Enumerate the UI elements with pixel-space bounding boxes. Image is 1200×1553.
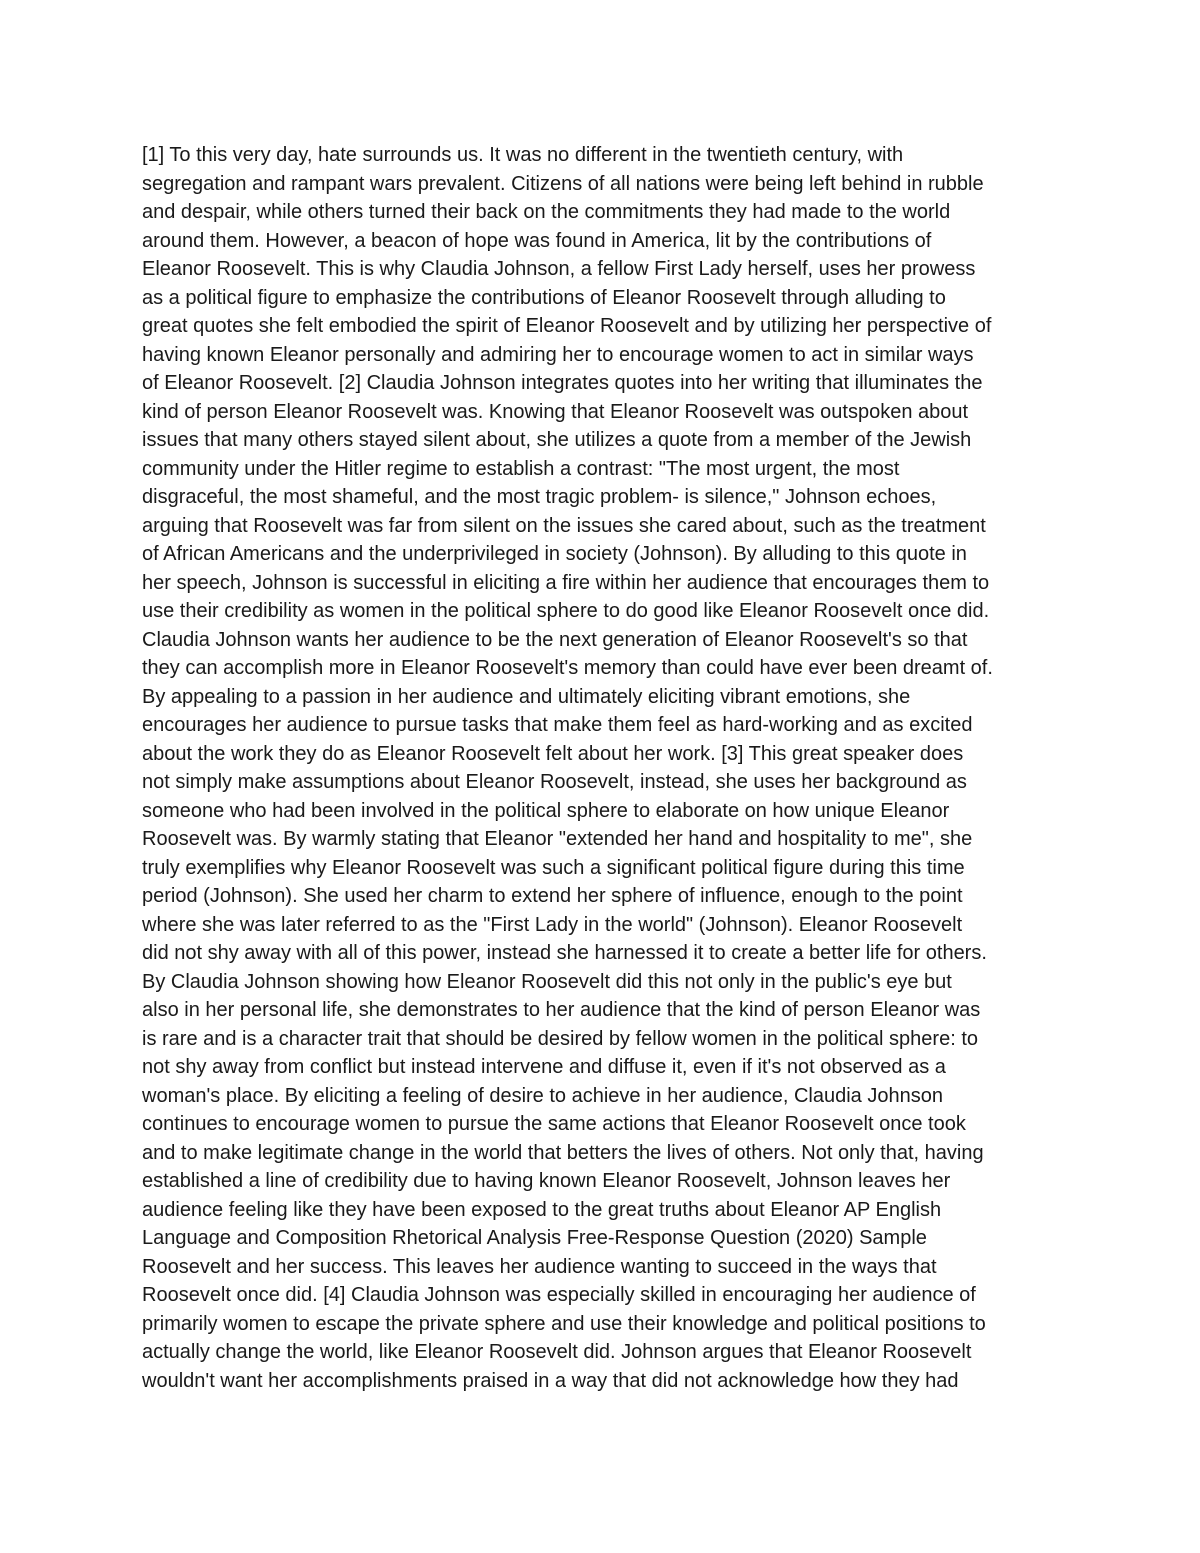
text-line: not shy away from conflict but instead intervene and diffuse it, even if it's not observed as a xyxy=(142,1056,946,1078)
text-line: primarily women to escape the private sphere and use their knowledge and political positions to xyxy=(142,1312,986,1335)
text-line: someone who had been involved in the political sphere to elaborate on how unique Eleanor xyxy=(142,799,950,822)
text-line: kind of person Eleanor Roosevelt was. Knowing that Eleanor Roosevelt was outspoken about xyxy=(142,400,969,423)
text-line: and to make legitimate change in the world that betters the lives of others. Not only that, having xyxy=(142,1141,984,1164)
text-line: truly exemplifies why Eleanor Roosevelt was such a significant political figure during this time xyxy=(142,856,965,879)
text-line: period (Johnson). She used her charm to extend her sphere of influence, enough to the point xyxy=(142,885,963,907)
text-line: segregation and rampant wars prevalent. Citizens of all nations were being left behind in rubble xyxy=(142,172,984,195)
text-line: and despair, while others turned their back on the commitments they had made to the world xyxy=(142,201,951,223)
text-line: Claudia Johnson wants her audience to be the next generation of Eleanor Roosevelt's so that xyxy=(142,628,968,651)
text-line: actually change the world, like Eleanor Roosevelt did. Johnson argues that Eleanor Roosevelt xyxy=(142,1341,972,1363)
text-line: is rare and is a character trait that should be desired by fellow women in the political sphere: to xyxy=(142,1027,978,1050)
text-line: wouldn't want her accomplishments praised in a way that did not acknowledge how they had xyxy=(142,1369,959,1392)
text-line: By appealing to a passion in her audience and ultimately eliciting vibrant emotions, she xyxy=(142,685,911,708)
text-line: established a line of credibility due to having known Eleanor Roosevelt, Johnson leaves her xyxy=(142,1170,951,1192)
text-line: Roosevelt once did. [4] Claudia Johnson was especially skilled in encouraging her audience of xyxy=(142,1284,976,1306)
text-line: Roosevelt and her success. This leaves her audience wanting to succeed in the ways that xyxy=(142,1255,937,1278)
text-line: Language and Composition Rhetorical Analysis Free-Response Question (2020) Sample xyxy=(142,1227,927,1249)
text-line: use their credibility as women in the political sphere to do good like Eleanor Roosevelt once did. xyxy=(142,600,990,622)
text-line: audience feeling like they have been exposed to the great truths about Eleanor AP English xyxy=(142,1198,942,1221)
text-line: her speech, Johnson is successful in eliciting a fire within her audience that encourages them to xyxy=(142,571,990,594)
text-line: Eleanor Roosevelt. This is why Claudia Johnson, a fellow First Lady herself, uses her prowess xyxy=(142,258,976,280)
text-line: not simply make assumptions about Eleanor Roosevelt, instead, she uses her background as xyxy=(142,771,967,793)
text-line: woman's place. By eliciting a feeling of desire to achieve in her audience, Claudia Johnson xyxy=(142,1084,943,1107)
text-line: community under the Hitler regime to establish a contrast: "The most urgent, the most xyxy=(142,457,900,480)
text-line: [1] To this very day, hate surrounds us. It was no different in the twentieth century, with xyxy=(142,144,904,166)
text-line: continues to encourage women to pursue the same actions that Eleanor Roosevelt once took xyxy=(142,1113,966,1135)
text-line: Roosevelt was. By warmly stating that Eleanor "extended her hand and hospitality to me", she xyxy=(142,828,973,850)
text-line: around them. However, a beacon of hope was found in America, lit by the contributions of xyxy=(142,229,932,252)
text-line: about the work they do as Eleanor Roosevelt felt about her work. [3] This great speaker does xyxy=(142,742,964,765)
text-line: they can accomplish more in Eleanor Roosevelt's memory than could have ever been dreamt of. xyxy=(142,657,993,679)
text-line: as a political figure to emphasize the contributions of Eleanor Roosevelt through alluding to xyxy=(142,286,946,309)
text-line: of Eleanor Roosevelt. [2] Claudia Johnson integrates quotes into her writing that illuminates the xyxy=(142,372,983,394)
text-line: having known Eleanor personally and admiring her to encourage women to act in similar ways xyxy=(142,343,974,366)
text-line: great quotes she felt embodied the spirit of Eleanor Roosevelt and by utilizing her perspective of xyxy=(142,315,992,337)
text-line: By Claudia Johnson showing how Eleanor Roosevelt did this not only in the public's eye but xyxy=(142,970,952,993)
text-line: of African Americans and the underprivileged in society (Johnson). By alluding to this quote in xyxy=(142,543,967,565)
text-line: issues that many others stayed silent about, she utilizes a quote from a member of the Jewish xyxy=(142,429,972,451)
text-line: encourages her audience to pursue tasks that make them feel as hard-working and as excited xyxy=(142,714,973,736)
text-line: arguing that Roosevelt was far from silent on the issues she cared about, such as the treatment xyxy=(142,514,986,537)
text-line: did not shy away with all of this power, instead she harnessed it to create a better life for others. xyxy=(142,942,987,964)
text-line: also in her personal life, she demonstrates to her audience that the kind of person Eleanor was xyxy=(142,999,981,1021)
text-line: disgraceful, the most shameful, and the most tragic problem- is silence," Johnson echoes, xyxy=(142,486,937,508)
text-line: where she was later referred to as the "First Lady in the world" (Johnson). Eleanor Roosevelt xyxy=(142,913,963,936)
essay-body xyxy=(142,141,1082,1395)
